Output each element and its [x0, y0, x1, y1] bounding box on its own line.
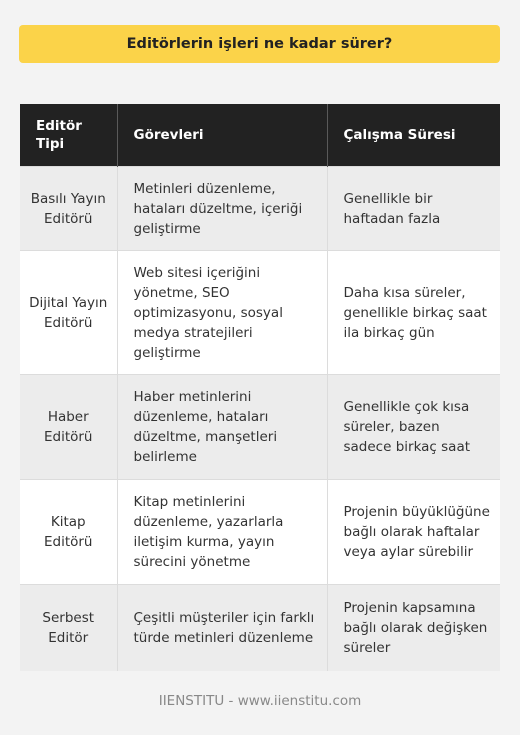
cell-duties: Çeşitli müşteriler için farklı türde metinleri düzenleme — [117, 585, 327, 671]
cell-duties: Metinleri düzenleme, hataları düzeltme, içeriği geliştirme — [117, 167, 327, 251]
cell-duration: Projenin kapsamına bağlı olarak değişken süreler — [327, 585, 500, 671]
table-row — [20, 585, 500, 671]
cell-duties: Web sitesi içeriğini yönetme, SEO optimizasyonu, sosyal medya stratejileri geliştirme — [117, 251, 327, 375]
cell-duration: Daha kısa süreler, genellikle birkaç saat ila birkaç gün — [327, 251, 500, 375]
cell-duration: Genellikle çok kısa süreler, bazen sadece birkaç saat — [327, 375, 500, 480]
header-duties: Görevleri — [117, 104, 327, 167]
cell-editor-type: Haber Editörü — [20, 375, 117, 480]
cell-editor-type: Kitap Editörü — [20, 480, 117, 585]
cell-duration: Projenin büyüklüğüne bağlı olarak haftalar veya aylar sürebilir — [327, 480, 500, 585]
table-row — [20, 375, 500, 480]
cell-duties: Haber metinlerini düzenleme, hataları düzeltme, manşetleri belirleme — [117, 375, 327, 480]
editor-table — [20, 104, 500, 671]
header-editor-type: Editör Tipi — [20, 104, 117, 167]
table-row — [20, 167, 500, 251]
page-title: Editörlerin işleri ne kadar sürer? — [19, 25, 500, 63]
header-duration: Çalışma Süresi — [327, 104, 500, 167]
table-row — [20, 251, 500, 375]
table-row — [20, 480, 500, 585]
cell-editor-type: Basılı Yayın Editörü — [20, 167, 117, 251]
cell-editor-type: Serbest Editör — [20, 585, 117, 671]
footer-credit: IIENSTITU - www.iienstitu.com — [158, 693, 362, 709]
cell-editor-type: Dijital Yayın Editörü — [20, 251, 117, 375]
cell-duration: Genellikle bir haftadan fazla — [327, 167, 500, 251]
cell-duties: Kitap metinlerini düzenleme, yazarlarla iletişim kurma, yayın sürecini yönetme — [117, 480, 327, 585]
table-header-row — [20, 104, 500, 167]
